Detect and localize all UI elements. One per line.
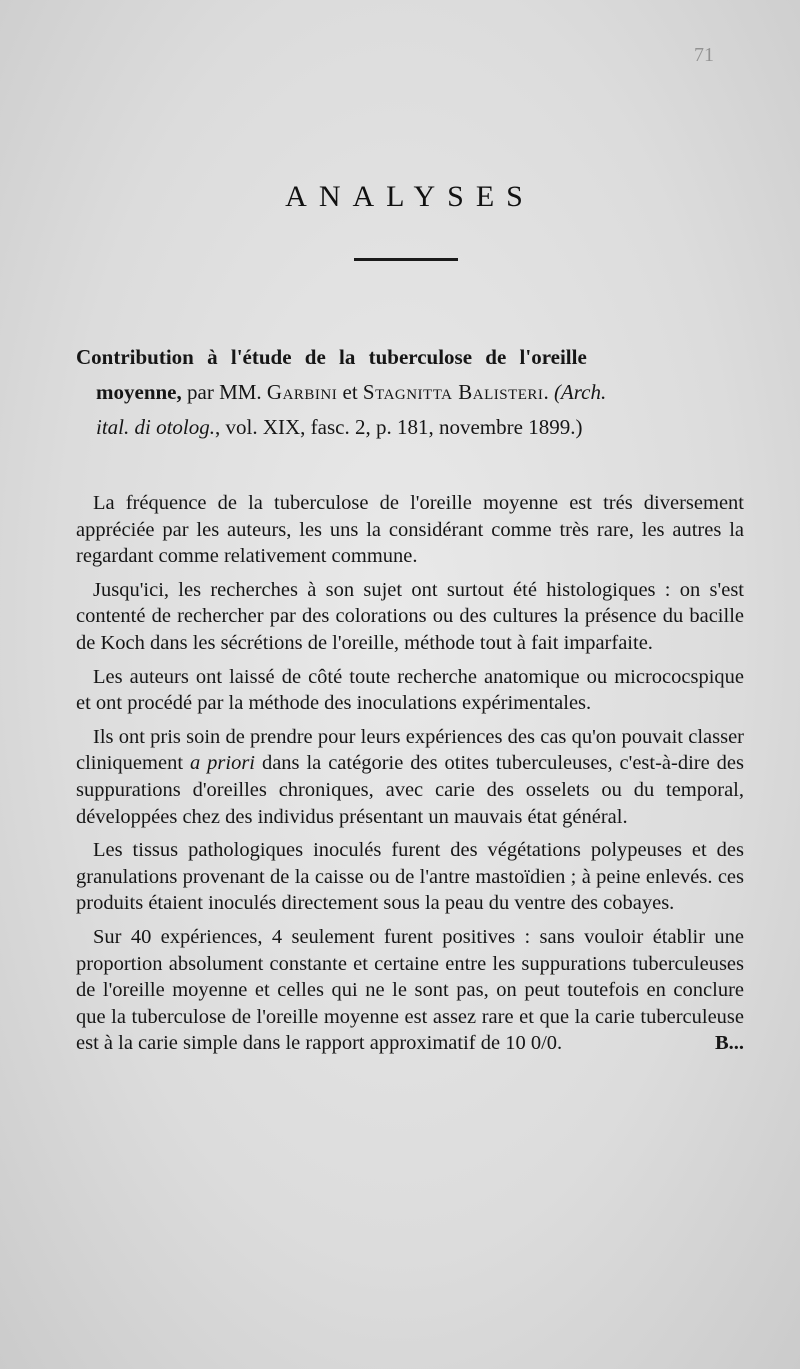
author-1: Garbini [266,380,338,404]
paragraph-4-start: Ils ont pris soin de prendre pour leurs expériences des cas qu'on pouvait classer cliniquement [76,725,744,775]
source-details: , vol. XIX, fasc. 2, p. 181, novembre 1899.) [215,415,583,439]
article-title-line-3 [76,410,756,445]
paragraph-4-end: dans la catégorie des otites tuberculeuses, c'est-à-dire des suppurations d'oreilles chroniques, avec carie des osselets ou du temporal, développées chez des individus présentant un mauvais état général. [76,752,744,828]
page-number: 71 [694,44,714,66]
author-2: Stagnitta Balisteri [362,380,544,404]
article-body [76,490,744,1064]
article-title-line-1: Contribution à l'étude de la tuberculose de l'oreille [76,345,587,369]
paragraph-5: Les tissus pathologiques inoculés furent des végétations polypeuses et des granulations provenant de la caisse ou de l'antre mastoïdien ; à peine enlevés. ces produits étaient inoculés directement sous la peau du ventre des cobayes. [76,839,744,915]
authors-prefix: par MM. [181,380,267,404]
source-open: . [543,380,554,404]
authors-join: et [337,380,363,404]
source-journal-1: (Arch. [553,380,607,404]
article-title-bold-end: moyenne, [96,380,182,404]
heading-rule [354,258,458,261]
paragraph-3: Les auteurs ont laissé de côté toute recherche anatomique ou micrococspique et ont procédé par la méthode des inoculations expérimentales. [76,665,744,715]
article-title-line-2 [76,375,756,410]
paragraph-4-italic: a priori [189,752,256,775]
signature: B... [714,1032,744,1055]
article-title [76,340,756,445]
paragraph-2: Jusqu'ici, les recherches à son sujet ont surtout été histologiques : on s'est contenté de rechercher par des colorations ou des cultures la présence du bacille de Koch dans les sécrétions de l'oreille, méthode tout à fait imparfaite. [76,578,744,654]
section-heading: ANALYSES [285,180,535,213]
source-journal-2: ital. di otolog. [96,415,216,439]
paragraph-4 [76,724,744,830]
paragraph-6 [76,924,744,1057]
paragraph-6-text: Sur 40 expériences, 4 seulement furent positives : sans vouloir établir une proportion absolument constante et certaine entre les suppurations tuberculeuses de l'oreille moyenne et celles qui ne le sont pas, on peut toutefois en conclure que la tuberculose de l'oreille moyenne est assez rare et que la carie tuberculeuse est à la carie simple dans le rapport approximatif de 10 0/0. [76,925,744,1055]
paragraph-1: La fréquence de la tuberculose de l'oreille moyenne est trés diversement appréciée par les auteurs, les uns la considérant comme très rare, les autres la regardant comme relativement commune. [76,492,744,568]
